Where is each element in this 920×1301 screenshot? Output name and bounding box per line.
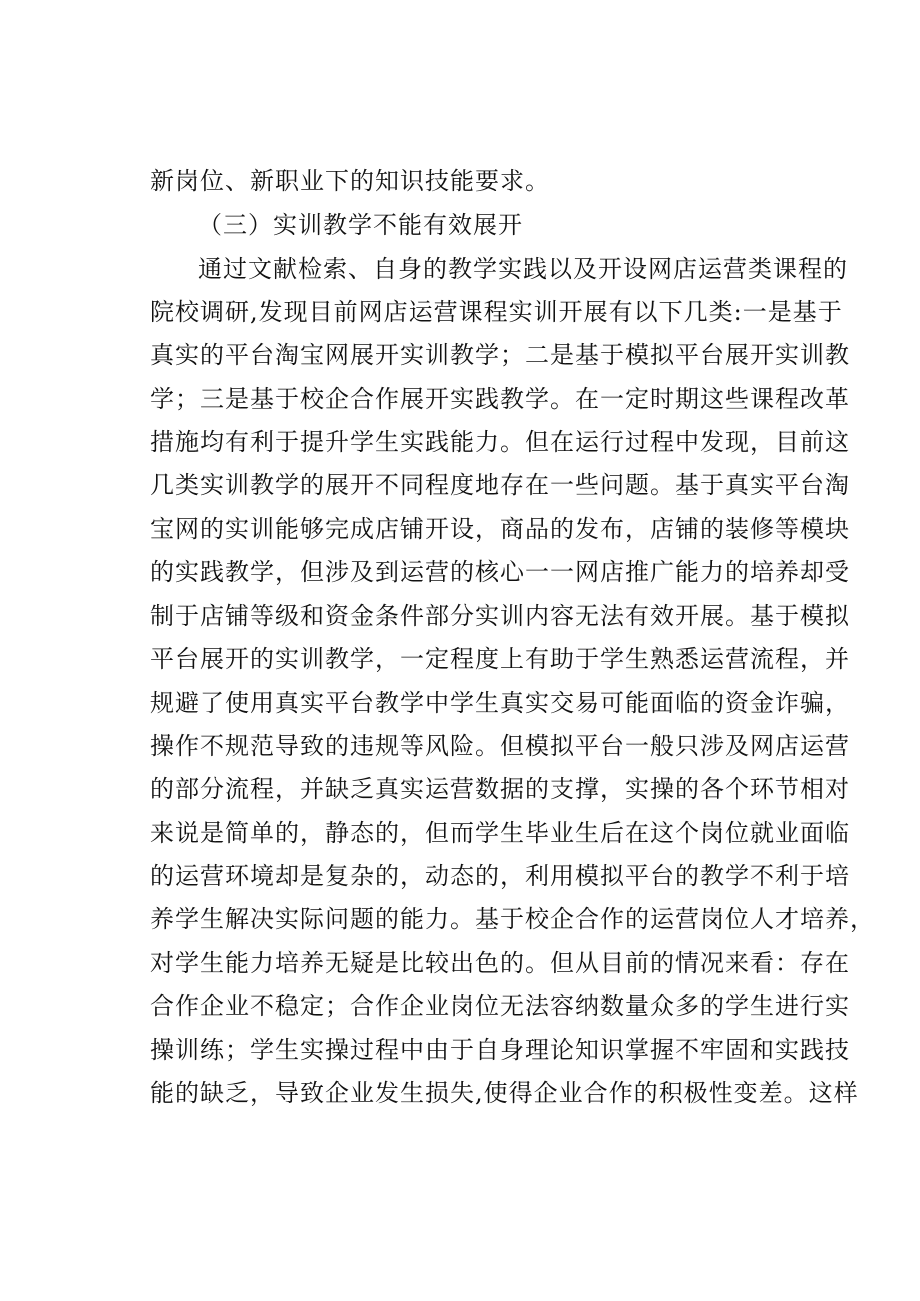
paragraph-line: 制于店铺等级和资金条件部分实训内容无法有效开展。基于模拟: [150, 602, 850, 630]
paragraph-line: 几类实训教学的展开不同程度地存在一些问题。基于真实平台淘: [150, 471, 850, 499]
paragraph-line: 的部分流程，并缺乏真实运营数据的支撑，实操的各个环节相对: [150, 775, 850, 803]
section-heading: （三）实训教学不能有效展开: [198, 211, 523, 239]
paragraph-line: 措施均有利于提升学生实践能力。但在运行过程中发现，目前这: [150, 428, 850, 456]
paragraph-line: 养学生解决实际问题的能力。基于校企合作的运营岗位人才培养，: [150, 905, 875, 933]
paragraph-line: 合作企业不稳定；合作企业岗位无法容纳数量众多的学生进行实: [150, 992, 850, 1020]
paragraph-line: 对学生能力培养无疑是比较出色的。但从目前的情况来看：存在: [150, 949, 850, 977]
paragraph-line: 操作不规范导致的违规等风险。但模拟平台一般只涉及网店运营: [150, 732, 850, 760]
paragraph-line: 通过文献检索、自身的教学实践以及开设网店运营类课程的: [198, 255, 848, 283]
paragraph-line: 平台展开的实训教学，一定程度上有助于学生熟悉运营流程，并: [150, 645, 850, 673]
paragraph-line: 操训练；学生实操过程中由于自身理论知识掌握不牢固和实践技: [150, 1036, 850, 1064]
paragraph-line: 宝网的实训能够完成店铺开设，商品的发布，店铺的装修等模块: [150, 515, 850, 543]
paragraph-line: 来说是简单的，静态的，但而学生毕业生后在这个岗位就业面临: [150, 819, 850, 847]
paragraph-line: 的实践教学，但涉及到运营的核心一一网店推广能力的培养却受: [150, 558, 850, 586]
paragraph-line: 真实的平台淘宝网展开实训教学；二是基于模拟平台展开实训教: [150, 341, 850, 369]
paragraph-line: 院校调研,发现目前网店运营课程实训开展有以下几类:一是基于: [150, 298, 843, 326]
paragraph-line: 能的缺乏，导致企业发生损失,使得企业合作的积极性变差。这样: [150, 1079, 859, 1107]
paragraph-line: 规避了使用真实平台教学中学生真实交易可能面临的资金诈骗，: [150, 689, 850, 717]
paragraph-line: 的运营环境却是复杂的，动态的，利用模拟平台的教学不利于培: [150, 862, 850, 890]
paragraph-line: 新岗位、新职业下的知识技能要求。: [150, 167, 550, 195]
paragraph-line: 学；三是基于校企合作展开实践教学。在一定时期这些课程改革: [150, 385, 850, 413]
